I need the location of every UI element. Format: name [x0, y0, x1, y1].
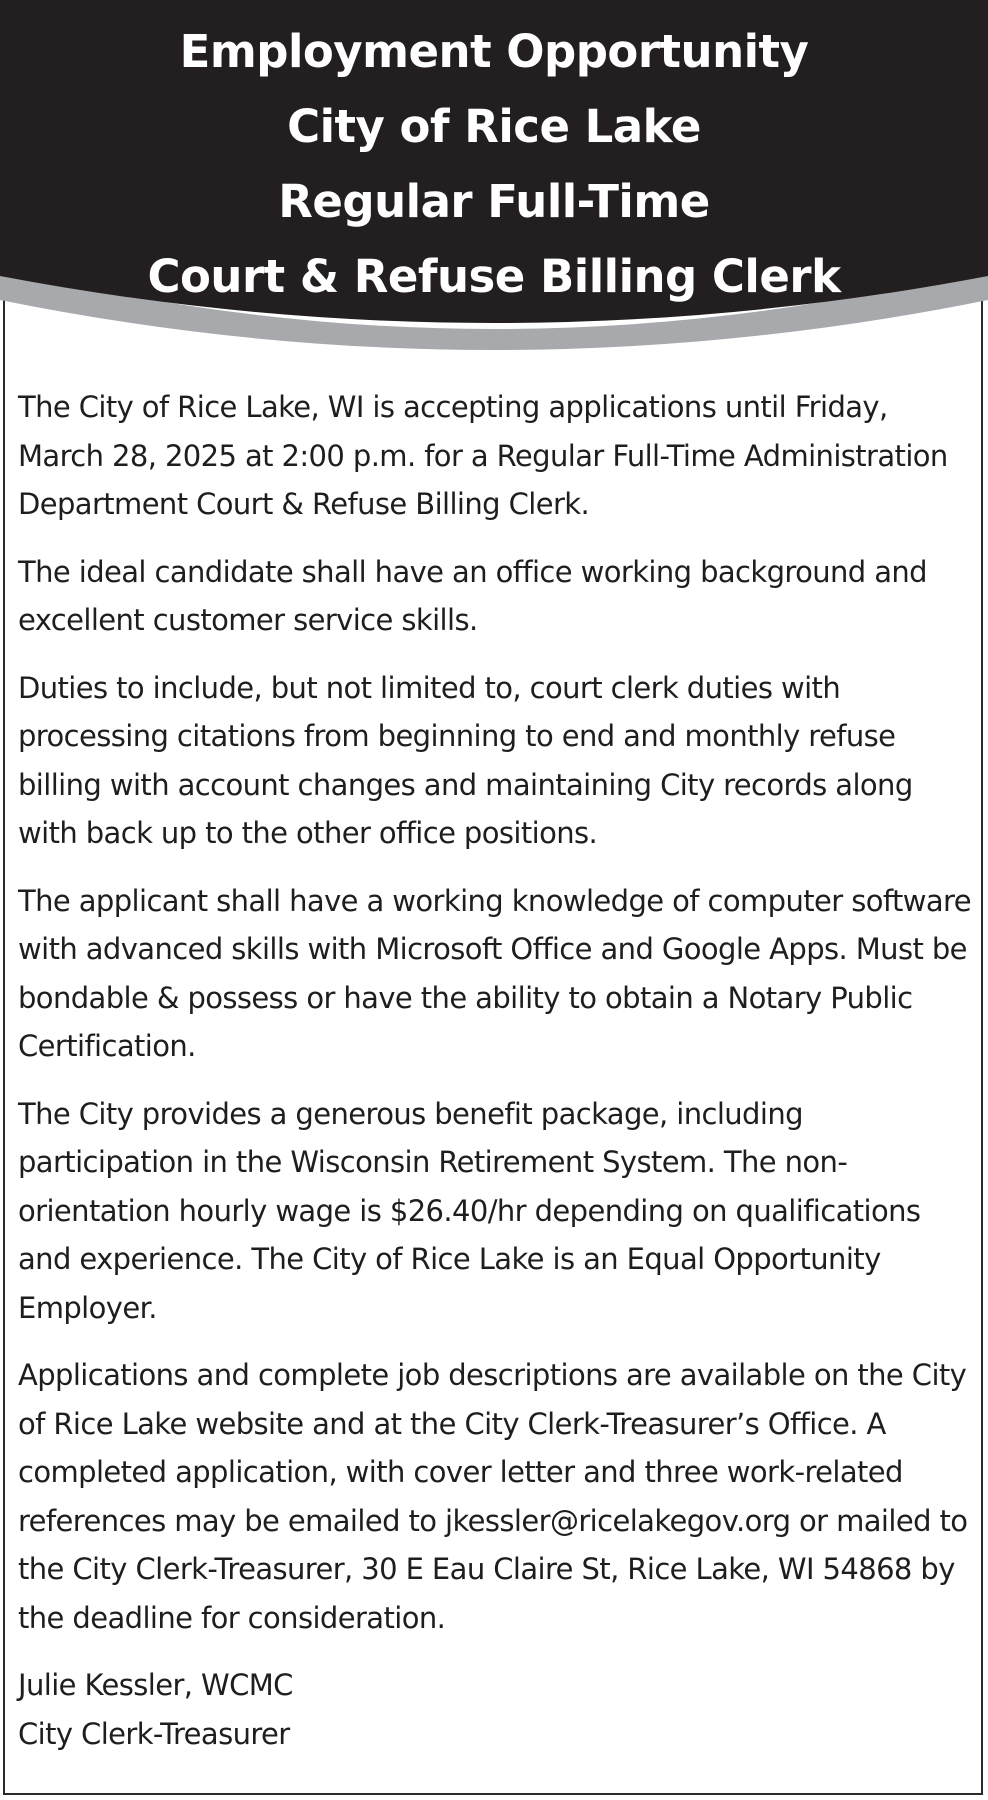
header-line-3: Regular Full-Time	[278, 175, 710, 228]
paragraph-candidate: The ideal candidate shall have an office working background and excellent customer service skills.	[18, 554, 927, 637]
signature-title: City Clerk-Treasurer	[18, 1716, 290, 1751]
signature-block	[18, 1661, 973, 1758]
paragraph-benefits: The City provides a generous benefit package, including participation in the Wisconsin Retirement System. The non-orientation hourly wage is $26.40/hr depending on qualifications and experience. The City of Rice Lake is an Equal Opportunity Employer.	[18, 1096, 921, 1325]
paragraph-applications: Applications and complete job descriptions are available on the City of Rice Lake website and at the City Clerk-Treasurer’s Office. A completed application, with cover letter and three work-related references may be emailed to jkessler@ricelakegov.org or mailed to the City Clerk-Treasurer, 30 E Eau Claire St, Rice Lake, WI 54868 by the deadline for consideration.	[18, 1358, 968, 1635]
signature-name: Julie Kessler, WCMC	[18, 1668, 293, 1702]
ad-body	[18, 383, 973, 1758]
paragraph-duties: Duties to include, but not limited to, court clerk duties with processing citations from beginning to end and monthly refuse billing with account changes and maintaining City records along with back up to the other office positions.	[18, 670, 913, 850]
header-title	[0, 14, 988, 314]
paragraph-intro: The City of Rice Lake, WI is accepting applications until Friday, March 28, 2025 at 2:00 p.m. for a Regular Full-Time Administration Department Court & Refuse Billing Clerk.	[18, 390, 948, 521]
paragraph-skills: The applicant shall have a working knowledge of computer software with advanced skills with Microsoft Office and Google Apps. Must be bondable & possess or have the ability to obtain a Notary Public Certification.	[18, 883, 971, 1063]
header-line-2: City of Rice Lake	[287, 100, 701, 153]
header-line-1: Employment Opportunity	[179, 25, 809, 78]
header-line-4: Court & Refuse Billing Clerk	[147, 250, 841, 303]
